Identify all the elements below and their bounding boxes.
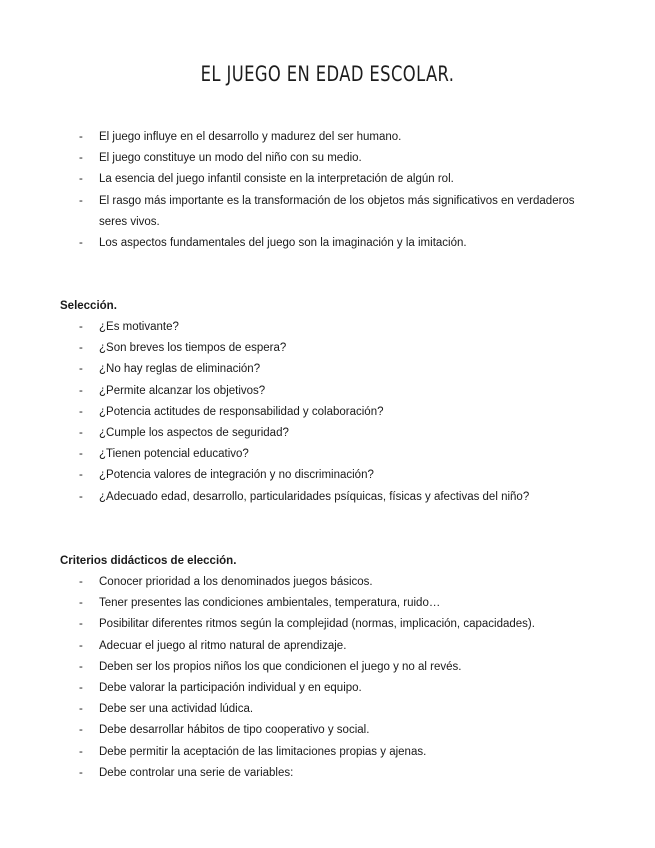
bullet-dash: - (79, 766, 83, 779)
list-item-text: Tener presentes las condiciones ambientales, temperatura, ruido… (99, 597, 441, 610)
seleccion-heading: Selección. (60, 300, 117, 312)
list-item (0, 657, 655, 678)
list-item (0, 317, 655, 338)
bullet-dash: - (79, 152, 83, 165)
list-item-text: ¿Tienen potencial educativo? (99, 448, 249, 461)
list-item (0, 572, 655, 593)
bullet-dash: - (79, 682, 83, 695)
bullet-dash: - (79, 363, 83, 376)
list-item (0, 169, 655, 190)
list-item-text: La esencia del juego infantil consiste en la interpretación de algún rol. (99, 173, 454, 186)
list-item (0, 402, 655, 423)
bullet-dash: - (79, 448, 83, 461)
list-item-text: Debe ser una actividad lúdica. (99, 703, 254, 716)
list-item (0, 465, 655, 486)
intro-list (0, 127, 655, 254)
list-item-text: Debe desarrollar hábitos de tipo cooperativo y social. (99, 724, 370, 737)
list-item-text: ¿Cumple los aspectos de seguridad? (99, 427, 289, 440)
list-item (0, 127, 655, 148)
list-item-text: Posibilitar diferentes ritmos según la complejidad (normas, implicación, capacidades). (99, 618, 535, 631)
bullet-dash: - (79, 131, 83, 143)
list-item-text: Debe controlar una serie de variables: (99, 766, 294, 779)
list-item (0, 148, 655, 169)
bullet-dash: - (79, 618, 83, 631)
list-item (0, 699, 655, 720)
list-item-text: El rasgo más importante es la transformación de los objetos más significativos en verdaderos seres vivos. (99, 194, 575, 228)
list-item (0, 381, 655, 402)
list-item (0, 742, 655, 763)
list-item-text: Debe permitir la aceptación de las limitaciones propias y ajenas. (99, 745, 427, 758)
list-item (0, 233, 655, 254)
bullet-dash: - (79, 639, 83, 652)
list-item (0, 359, 655, 380)
list-item-text: ¿No hay reglas de eliminación? (99, 363, 261, 376)
list-item (0, 338, 655, 359)
bullet-dash: - (79, 405, 83, 418)
bullet-dash: - (79, 321, 83, 333)
bullet-dash: - (79, 194, 83, 207)
list-item-text: ¿Permite alcanzar los objetivos? (99, 384, 266, 397)
list-item-text: El juego constituye un modo del niño con su medio. (99, 152, 362, 165)
list-item-text: Los aspectos fundamentales del juego son la imaginación y la imitación. (99, 237, 467, 250)
bullet-dash: - (79, 703, 83, 716)
bullet-dash: - (79, 237, 83, 250)
list-item-text: El juego influye en el desarrollo y madurez del ser humano. (99, 131, 402, 143)
list-item (0, 593, 655, 614)
bullet-dash: - (79, 724, 83, 737)
bullet-dash: - (79, 490, 83, 503)
list-item-text: ¿Es motivante? (99, 321, 179, 333)
list-item (0, 614, 655, 635)
list-item (0, 678, 655, 699)
list-item-text: Deben ser los propios niños los que condicionen el juego y no al revés. (99, 660, 462, 673)
bullet-dash: - (79, 597, 83, 610)
list-item (0, 720, 655, 741)
list-item-text: Debe valorar la participación individual y en equipo. (99, 682, 362, 695)
bullet-dash: - (79, 660, 83, 673)
list-item-text: ¿Son breves los tiempos de espera? (99, 342, 287, 355)
bullet-dash: - (79, 469, 83, 482)
list-item-text: ¿Adecuado edad, desarrollo, particularidades psíquicas, físicas y afectivas del niño? (99, 490, 530, 503)
criterios-heading: Criterios didácticos de elección. (60, 555, 237, 567)
bullet-dash: - (79, 745, 83, 758)
list-item (0, 763, 655, 784)
page-title: EL JUEGO EN EDAD ESCOLAR. (200, 62, 455, 86)
list-item (0, 444, 655, 465)
list-item (0, 423, 655, 444)
list-item-text: Conocer prioridad a los denominados juegos básicos. (99, 576, 373, 588)
list-item (0, 636, 655, 657)
bullet-dash: - (79, 173, 83, 186)
list-item (0, 487, 655, 508)
list-item-text: Adecuar el juego al ritmo natural de aprendizaje. (99, 639, 347, 652)
bullet-dash: - (79, 576, 83, 588)
seleccion-list (0, 317, 655, 508)
list-item-text: ¿Potencia valores de integración y no discriminación? (99, 469, 374, 482)
criterios-list (0, 572, 655, 784)
bullet-dash: - (79, 427, 83, 440)
list-item (0, 191, 655, 233)
list-item-text: ¿Potencia actitudes de responsabilidad y colaboración? (99, 405, 384, 418)
bullet-dash: - (79, 342, 83, 355)
bullet-dash: - (79, 384, 83, 397)
